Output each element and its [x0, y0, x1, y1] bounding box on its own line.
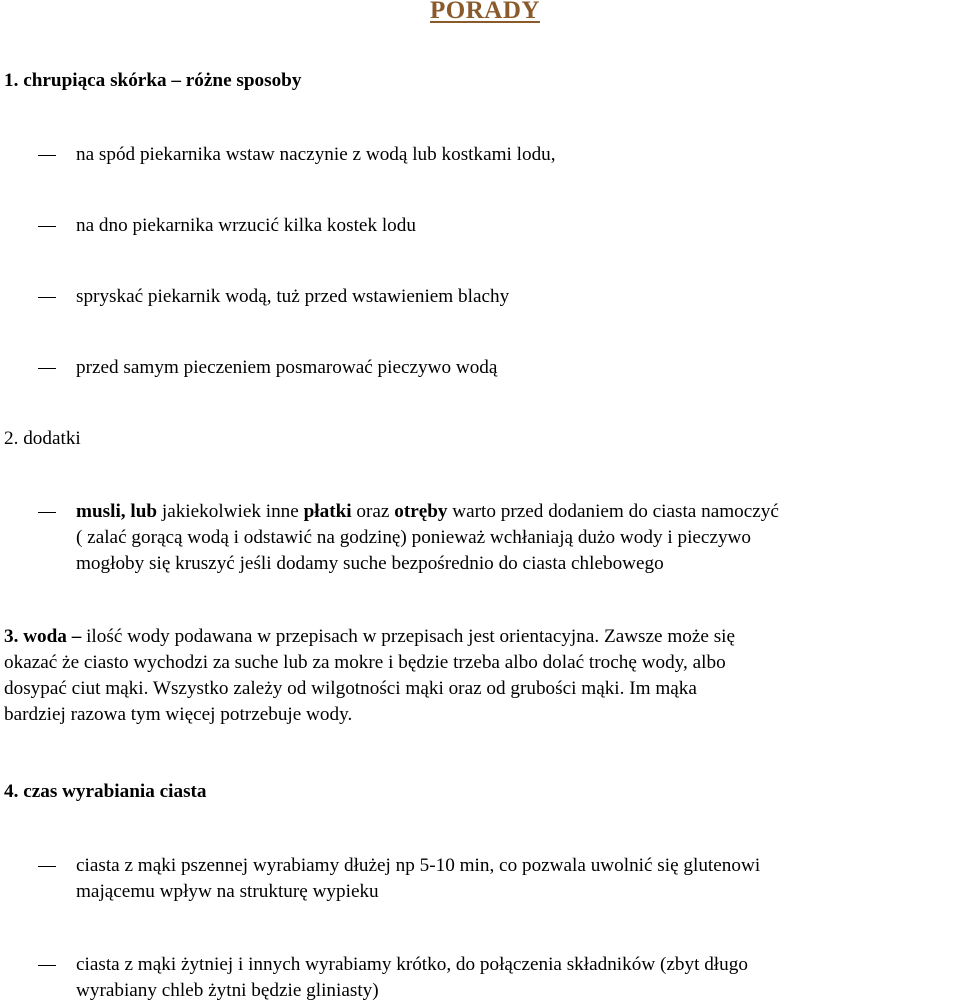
text-line: ciasta z mąki żytniej i innych wyrabiamy krótko, do połączenia składników (zbyt długo	[76, 954, 748, 975]
section-2-heading: 2. dodatki	[4, 428, 81, 449]
bold-text: otręby	[394, 501, 448, 522]
section-3-heading: 3. woda	[4, 626, 67, 647]
dash-bullet	[38, 866, 56, 867]
dash-bullet	[38, 297, 56, 298]
text-line: ciasta z mąki pszennej wyrabiamy dłużej np 5-10 min, co pozwala uwolnić się glutenowi	[76, 855, 761, 876]
section-3-paragraph	[4, 624, 960, 728]
list-item: na spód piekarnika wstaw naczynie z wodą lub kostkami lodu,	[76, 144, 556, 165]
list-item	[76, 853, 760, 905]
dash-bullet	[38, 226, 56, 227]
text: warto przed dodaniem do ciasta namoczyć	[447, 501, 779, 522]
text-line: wyrabiany chleb żytni będzie gliniasty)	[76, 980, 379, 1001]
text: ilość wody podawana w przepisach w przepisach jest orientacyjna. Zawsze może się	[86, 626, 736, 647]
text-line: ( zalać gorącą wodą i odstawić na godzinę) ponieważ wchłaniają dużo wody i pieczywo	[76, 527, 752, 548]
text-line: okazać że ciasto wychodzi za suche lub za mokre i będzie trzeba albo dolać trochę wody, albo	[4, 652, 726, 673]
list-item: na dno piekarnika wrzucić kilka kostek lodu	[76, 215, 416, 236]
list-item	[76, 499, 779, 577]
section-1-heading: 1. chrupiąca skórka – różne sposoby	[4, 70, 302, 91]
list-item: spryskać piekarnik wodą, tuż przed wstawieniem blachy	[76, 286, 510, 307]
dash-bullet	[38, 155, 56, 156]
bold-dash: –	[66, 626, 87, 647]
dash-bullet	[38, 512, 56, 513]
dash-bullet	[38, 368, 56, 369]
text: jakiekolwiek inne	[157, 501, 304, 522]
list-item	[76, 952, 748, 1004]
bold-text: musli, lub	[76, 501, 158, 522]
text-line: bardziej razowa tym więcej potrzebuje wody.	[4, 704, 353, 725]
text-line: mającemu wpływ na strukturę wypieku	[76, 881, 379, 902]
section-4-heading: 4. czas wyrabiania ciasta	[4, 781, 207, 802]
text-line: mogłoby się kruszyć jeśli dodamy suche bezpośrednio do ciasta chlebowego	[76, 553, 664, 574]
bold-text: płatki	[303, 501, 352, 522]
list-item: przed samym pieczeniem posmarować pieczywo wodą	[76, 357, 498, 378]
dash-bullet	[38, 965, 56, 966]
text-line: dosypać ciut mąki. Wszystko zależy od wilgotności mąki oraz od grubości mąki. Im mąka	[4, 678, 697, 699]
text: oraz	[351, 501, 395, 522]
page-title: PORADY	[430, 0, 540, 24]
